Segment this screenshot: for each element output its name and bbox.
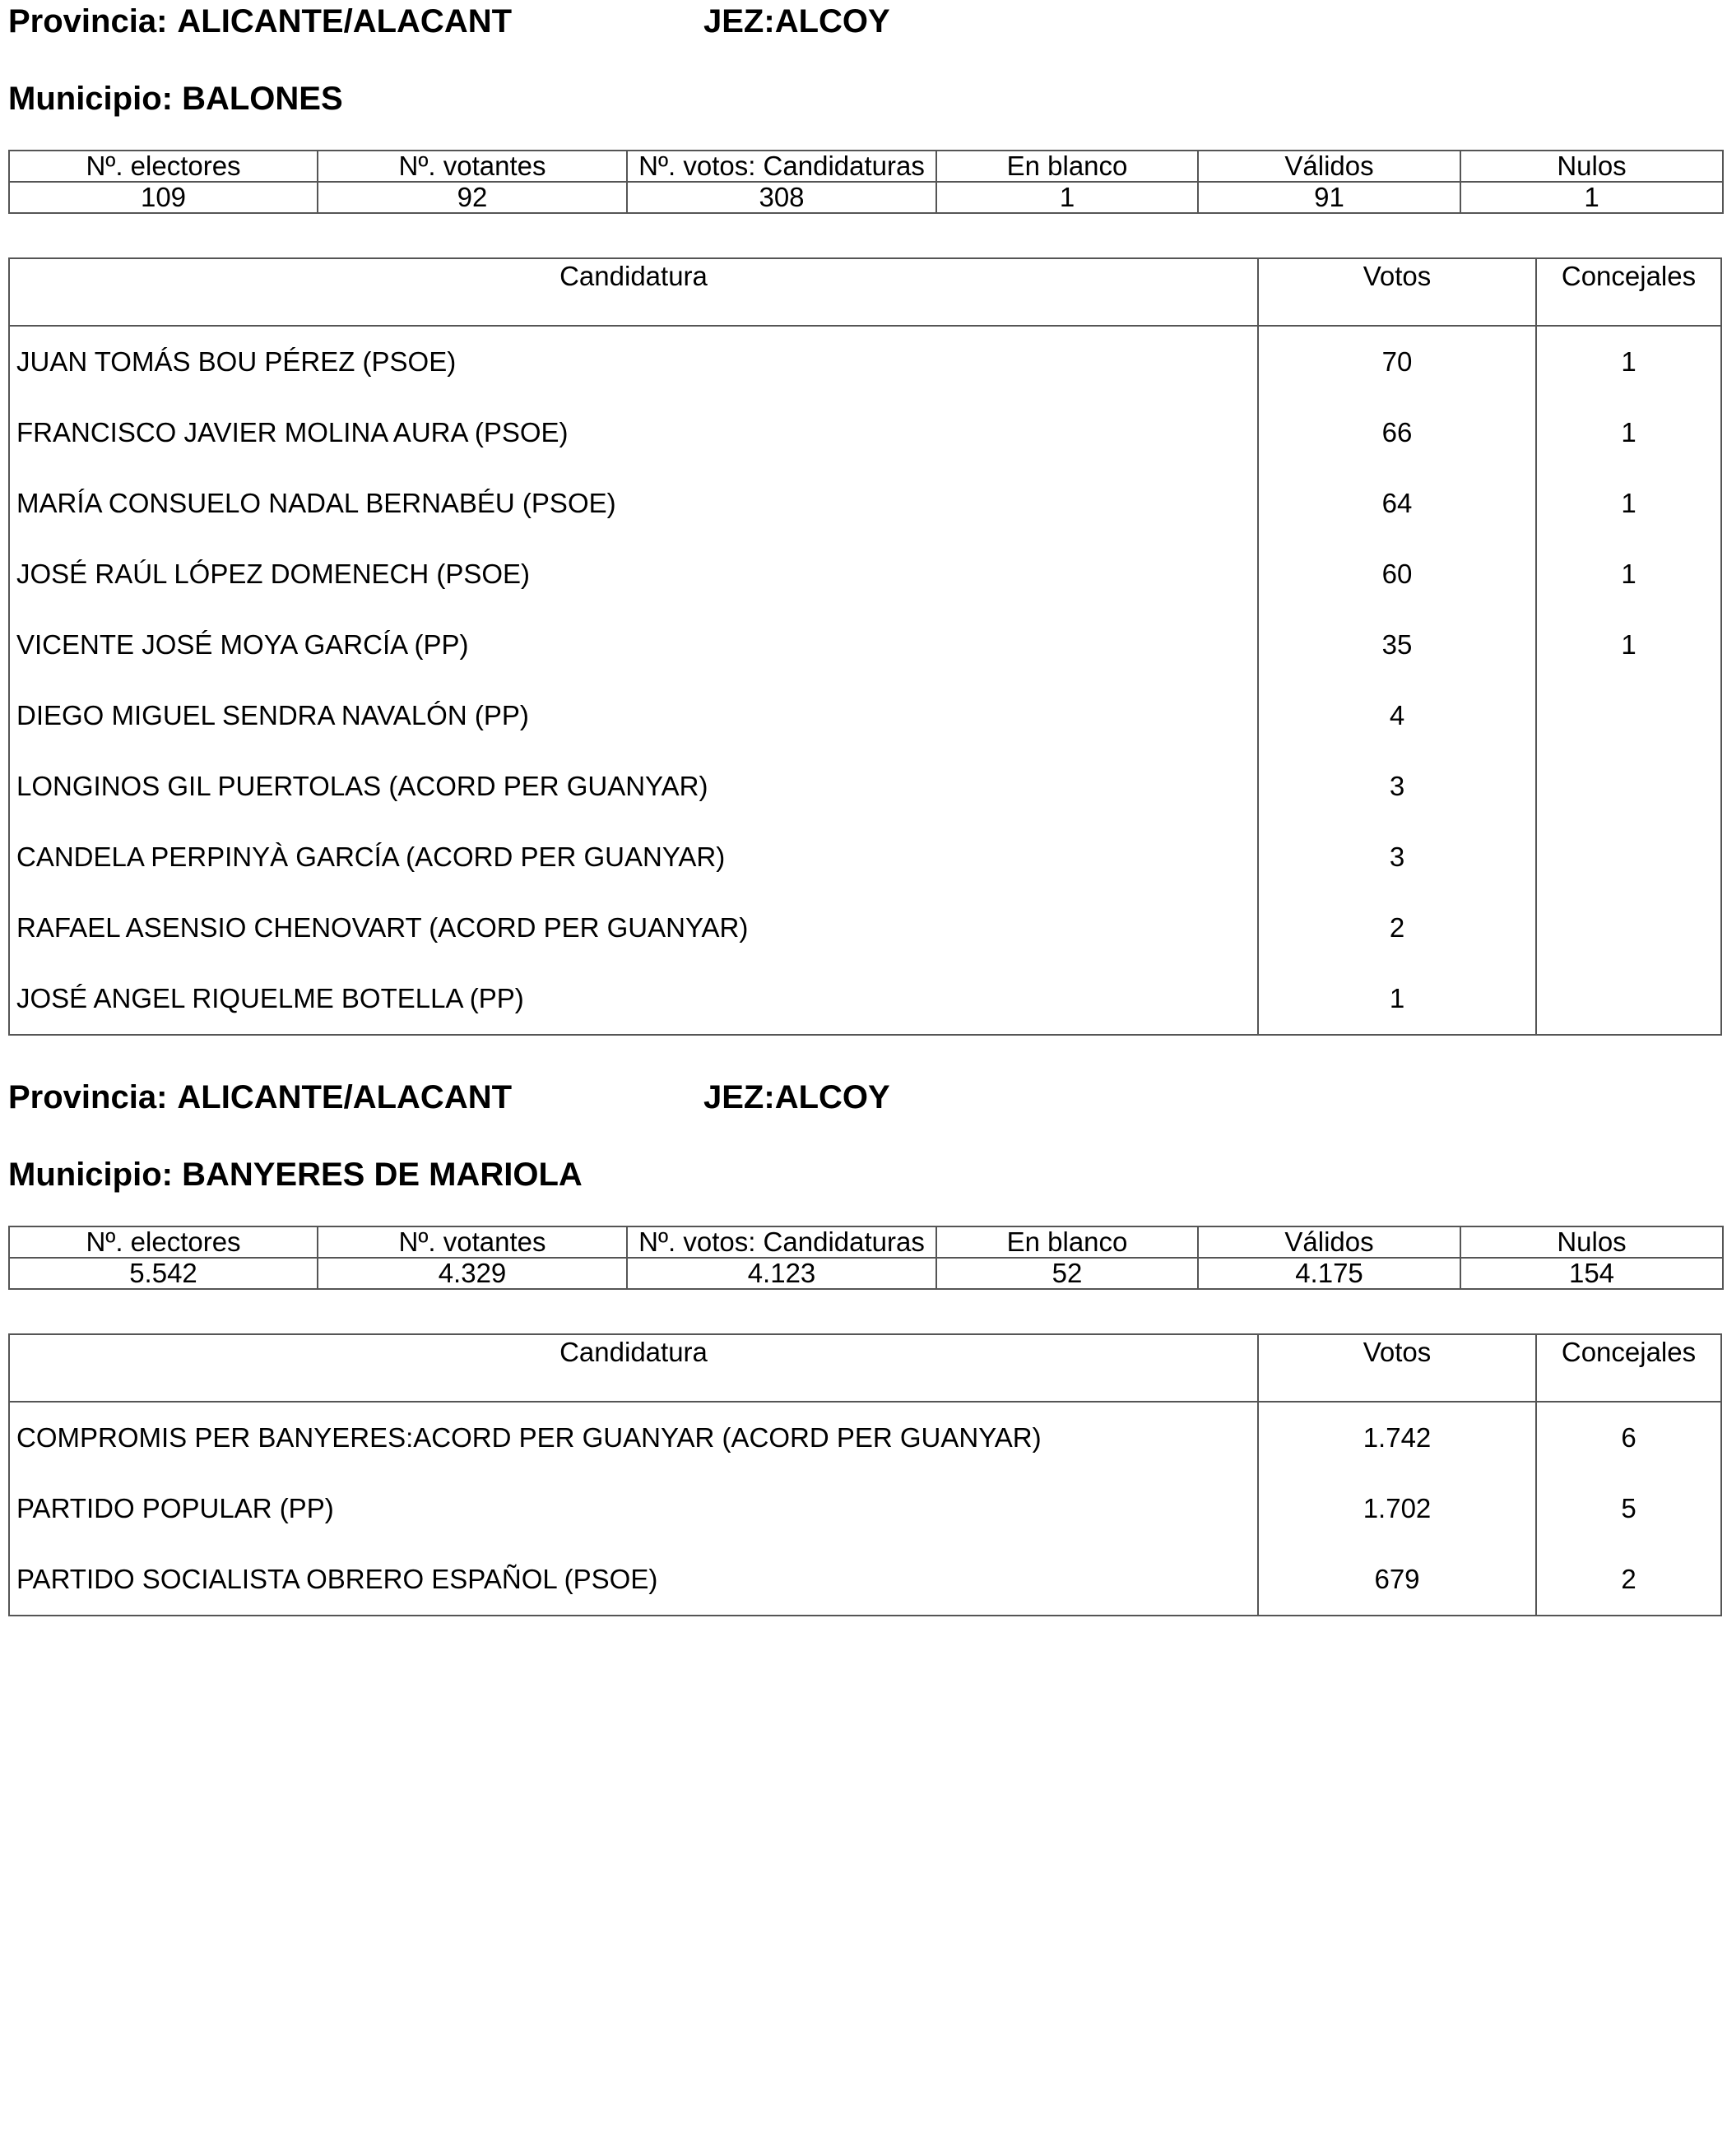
candidate-name: FRANCISCO JAVIER MOLINA AURA (PSOE) [16,417,569,447]
stats-header-votos-candidaturas: Nº. votos: Candidaturas [627,151,936,182]
candidate-name: PARTIDO SOCIALISTA OBRERO ESPAÑOL (PSOE) [16,1564,658,1594]
stats-header-row [9,1226,1723,1258]
stats-header-votantes: Nº. votantes [318,151,627,182]
stats-header-validos: Válidos [1198,1226,1460,1258]
stats-value-votos-candidaturas: 308 [627,182,936,213]
provincia-value: ALICANTE/ALACANT [177,1079,513,1115]
candidate-votos: 3 [1389,842,1405,872]
candidate-votos: 1.742 [1363,1422,1432,1453]
jez-header [703,1078,890,1117]
candidate-votos: 3 [1389,771,1405,801]
votos-column-header: Votos [1363,261,1432,291]
candidate-concejales [1537,751,1720,822]
candidate-votos: 60 [1381,559,1413,589]
provincia-label: Provincia: [8,3,168,39]
municipio-value: BALONES [182,81,343,117]
stats-value-votos-candidaturas: 4.123 [627,1258,936,1289]
stats-value-electores: 5.542 [9,1258,318,1289]
candidate-row [10,327,1720,397]
stats-header-electores: Nº. electores [9,1226,318,1258]
candidate-concejales: 1 [1621,559,1636,589]
stats-value-votantes: 4.329 [318,1258,627,1289]
provincia-value: ALICANTE/ALACANT [177,3,513,39]
candidate-concejales: 1 [1621,346,1636,377]
candidate-votos: 2 [1389,912,1405,943]
candidate-name: JOSÉ ANGEL RIQUELME BOTELLA (PP) [16,983,524,1013]
provincia-header [8,2,512,41]
municipio-header [8,79,343,118]
candidates-header-row [10,1335,1720,1403]
candidate-votos: 4 [1389,700,1405,730]
candidate-name: VICENTE JOSÉ MOYA GARCÍA (PP) [16,629,469,660]
candidate-concejales: 5 [1621,1493,1636,1523]
stats-header-validos: Válidos [1198,151,1460,182]
stats-header-nulos: Nulos [1460,151,1723,182]
stats-header-votantes: Nº. votantes [318,1226,627,1258]
candidate-row [10,680,1720,751]
candidate-row [10,893,1720,963]
stats-header-row [9,151,1723,182]
stats-value-en-blanco: 52 [936,1258,1198,1289]
stats-value-nulos: 154 [1460,1258,1723,1289]
stats-value-validos: 91 [1198,182,1460,213]
stats-value-validos: 4.175 [1198,1258,1460,1289]
candidate-name: JUAN TOMÁS BOU PÉREZ (PSOE) [16,346,457,377]
candidate-name: RAFAEL ASENSIO CHENOVART (ACORD PER GUANYAR) [16,912,749,943]
candidate-row [10,468,1720,539]
votos-column-header: Votos [1363,1337,1432,1367]
stats-header-electores: Nº. electores [9,151,318,182]
candidate-row [10,751,1720,822]
candidates-header-row [10,259,1720,327]
jez-label: JEZ: [703,1079,775,1115]
candidate-row [10,1544,1720,1615]
candidate-row [10,610,1720,680]
candidate-name: MARÍA CONSUELO NADAL BERNABÉU (PSOE) [16,488,616,518]
candidate-name: DIEGO MIGUEL SENDRA NAVALÓN (PP) [16,700,529,730]
candidate-row [10,822,1720,893]
candidate-name: JOSÉ RAÚL LÓPEZ DOMENECH (PSOE) [16,559,531,589]
candidatura-column-header: Candidatura [559,261,708,291]
jez-label: JEZ: [703,3,775,39]
candidate-name: CANDELA PERPINYÀ GARCÍA (ACORD PER GUANYAR) [16,842,726,872]
stats-header-votos-candidaturas: Nº. votos: Candidaturas [627,1226,936,1258]
candidate-concejales: 1 [1621,629,1636,660]
candidate-concejales: 1 [1621,488,1636,518]
candidate-votos: 64 [1381,488,1413,518]
jez-value: ALCOY [774,3,890,39]
candidate-row [10,1473,1720,1544]
provincia-label: Provincia: [8,1079,168,1115]
stats-header-en-blanco: En blanco [936,1226,1198,1258]
stats-value-nulos: 1 [1460,182,1723,213]
candidate-concejales [1537,893,1720,963]
candidate-votos: 35 [1381,629,1413,660]
candidate-row [10,539,1720,610]
concejales-column-header: Concejales [1561,1337,1697,1367]
candidate-rows [10,327,1720,1034]
candidate-concejales [1537,963,1720,1034]
municipio-value: BANYERES DE MARIOLA [182,1157,583,1193]
candidate-name: LONGINOS GIL PUERTOLAS (ACORD PER GUANYAR) [16,771,708,801]
stats-table [8,150,1724,214]
jez-value: ALCOY [774,1079,890,1115]
municipio-header [8,1155,583,1194]
municipio-label: Municipio: [8,81,173,117]
candidates-table [8,1333,1722,1616]
candidate-concejales [1537,680,1720,751]
stats-value-row [9,182,1723,213]
candidatura-column-header: Candidatura [559,1337,708,1367]
candidates-table [8,257,1722,1036]
candidate-rows [10,1403,1720,1615]
candidate-votos: 70 [1381,346,1413,377]
candidate-row [10,963,1720,1034]
stats-value-electores: 109 [9,182,318,213]
stats-header-en-blanco: En blanco [936,151,1198,182]
candidate-votos: 679 [1374,1564,1420,1594]
concejales-column-header: Concejales [1561,261,1697,291]
candidate-votos: 66 [1381,417,1413,447]
candidate-concejales: 2 [1621,1564,1636,1594]
candidate-votos: 1.702 [1363,1493,1432,1523]
candidate-concejales: 6 [1621,1422,1636,1453]
stats-table [8,1226,1724,1290]
candidate-votos: 1 [1389,983,1405,1013]
candidate-row [10,1403,1720,1473]
candidate-concejales: 1 [1621,417,1636,447]
stats-value-row [9,1258,1723,1289]
stats-value-en-blanco: 1 [936,182,1198,213]
candidate-name: PARTIDO POPULAR (PP) [16,1493,334,1523]
municipio-label: Municipio: [8,1157,173,1193]
candidate-name: COMPROMIS PER BANYERES:ACORD PER GUANYAR (ACORD PER GUANYAR) [16,1422,1042,1453]
provincia-header [8,1078,512,1117]
candidate-row [10,397,1720,468]
stats-header-nulos: Nulos [1460,1226,1723,1258]
candidate-concejales [1537,822,1720,893]
stats-value-votantes: 92 [318,182,627,213]
jez-header [703,2,890,41]
